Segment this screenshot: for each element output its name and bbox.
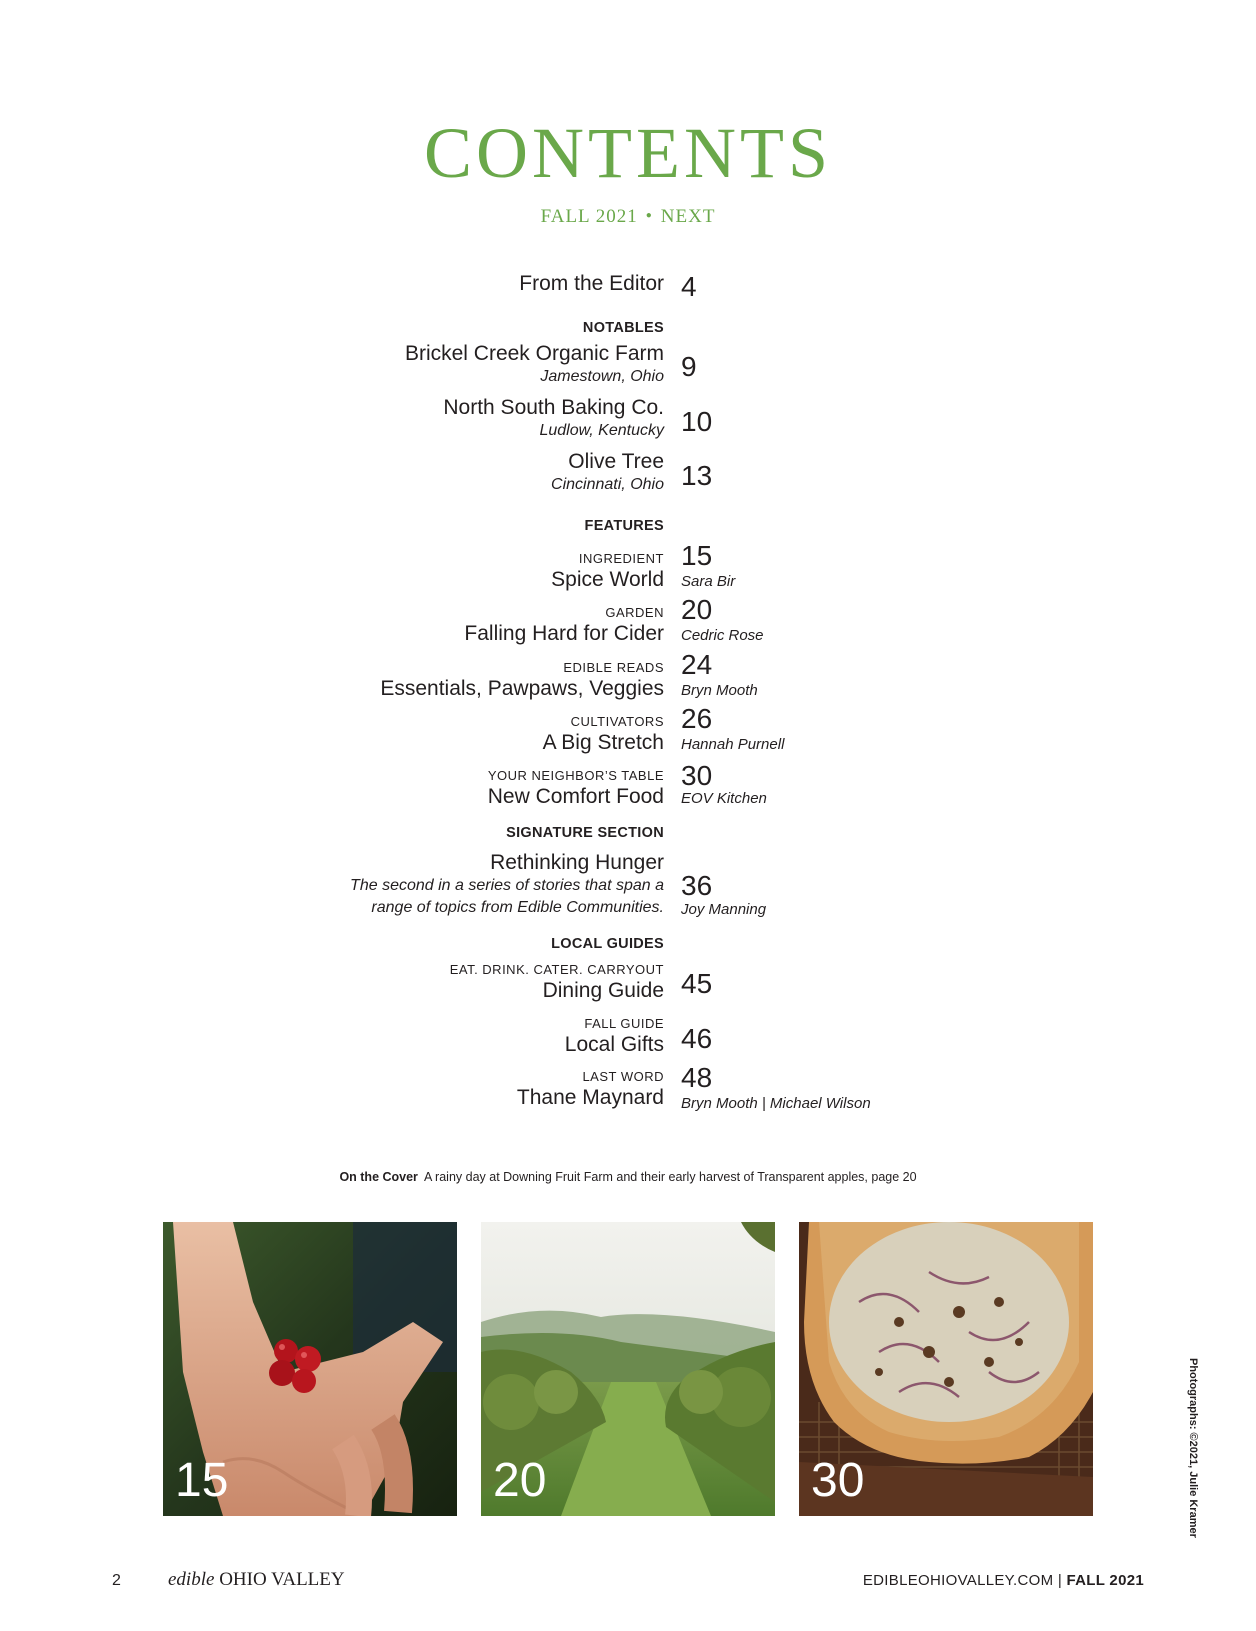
cover-note [0, 1170, 1256, 1184]
issue-season: FALL 2021 [540, 206, 638, 227]
signature-title[interactable]: Rethinking Hunger [490, 851, 664, 874]
photo-credit-text: Photographs: ©2021, Julie Kramer [1187, 1358, 1199, 1538]
bullet-icon: ● [645, 210, 653, 221]
feature-page: 26 [681, 703, 713, 734]
feature-page: 24 [681, 649, 713, 680]
photo-number: 30 [811, 1454, 865, 1507]
footer-site-issue [863, 1572, 1144, 1589]
feature-kicker: CULTIVATORS [570, 714, 664, 729]
feature-kicker: EDIBLE READS [563, 660, 664, 675]
photo-number: 15 [175, 1454, 229, 1507]
guide-page: 48 [681, 1062, 713, 1093]
guide-kicker: EAT. DRINK. CATER. CARRYOUT [449, 962, 664, 977]
feature-kicker: GARDEN [605, 605, 664, 620]
notable-title[interactable]: Brickel Creek Organic Farm [404, 342, 664, 365]
section-heading-notables: NOTABLES [582, 320, 664, 336]
photo-credit [1187, 1358, 1209, 1538]
footer-brand-region: OHIO VALLEY [219, 1569, 345, 1590]
footer-issue: FALL 2021 [1066, 1572, 1144, 1589]
feature-title[interactable]: New Comfort Food [487, 785, 664, 808]
photo-spice[interactable] [163, 1222, 457, 1516]
photo-orchard[interactable] [481, 1222, 775, 1516]
feature-page: 15 [681, 540, 713, 571]
feature-author: Cedric Rose [681, 627, 764, 644]
guide-kicker: LAST WORD [582, 1069, 664, 1084]
notable-title[interactable]: North South Baking Co. [443, 396, 664, 419]
notable-location: Jamestown, Ohio [540, 368, 664, 385]
feature-author: EOV Kitchen [681, 790, 767, 807]
feature-title[interactable]: Essentials, Pawpaws, Veggies [380, 677, 664, 700]
guide-page: 45 [681, 968, 713, 999]
feature-kicker: YOUR NEIGHBOR’S TABLE [487, 768, 664, 783]
notable-page: 9 [681, 351, 697, 382]
notable-title[interactable]: Olive Tree [568, 450, 664, 473]
notable-page: 10 [681, 406, 713, 437]
footer-separator: | [1057, 1572, 1063, 1589]
guide-page: 46 [681, 1023, 713, 1054]
notable-location: Ludlow, Kentucky [539, 422, 664, 439]
cover-note-text: A rainy day at Downing Fruit Farm and their early harvest of Transparent apples, page 20 [423, 1170, 917, 1184]
guide-author: Bryn Mooth | Michael Wilson [681, 1095, 871, 1112]
section-heading-signature: SIGNATURE SECTION [506, 825, 664, 841]
page-number: 2 [112, 1572, 121, 1589]
feature-title[interactable]: Falling Hard for Cider [464, 622, 664, 645]
footer-brand-edible: edible [168, 1569, 215, 1590]
feature-title[interactable]: Spice World [551, 568, 664, 591]
issue-theme: NEXT [660, 206, 716, 227]
feature-author: Hannah Purnell [681, 736, 785, 753]
signature-description: The second in a series of stories that span a [350, 877, 664, 894]
guide-kicker: FALL GUIDE [584, 1016, 664, 1031]
feature-title[interactable]: A Big Stretch [542, 731, 664, 754]
cover-note-label: On the Cover [339, 1170, 418, 1184]
page-title: CONTENTS [424, 113, 832, 193]
feature-kicker: INGREDIENT [578, 551, 664, 566]
photo-number: 20 [493, 1454, 547, 1507]
feature-author: Sara Bir [681, 573, 736, 590]
section-heading-features: FEATURES [584, 518, 664, 534]
guide-title[interactable]: Local Gifts [564, 1033, 664, 1056]
guide-title[interactable]: Thane Maynard [516, 1086, 664, 1109]
editor-link[interactable]: From the Editor [519, 272, 664, 295]
signature-description: range of topics from Edible Communities. [371, 899, 664, 916]
signature-page: 36 [681, 870, 713, 901]
footer-brand[interactable] [168, 1569, 345, 1591]
notable-page: 13 [681, 460, 713, 491]
feature-author: Bryn Mooth [681, 682, 758, 699]
photo-galette[interactable] [799, 1222, 1093, 1516]
guide-title[interactable]: Dining Guide [542, 979, 664, 1002]
issue-subtitle [0, 206, 1256, 228]
feature-page: 20 [681, 594, 713, 625]
editor-page: 4 [681, 271, 697, 302]
footer-site[interactable]: EDIBLEOHIOVALLEY.COM [862, 1572, 1054, 1589]
section-heading-guides: LOCAL GUIDES [551, 936, 664, 952]
notable-location: Cincinnati, Ohio [551, 476, 664, 493]
feature-page: 30 [681, 760, 713, 791]
signature-author: Joy Manning [681, 901, 767, 918]
